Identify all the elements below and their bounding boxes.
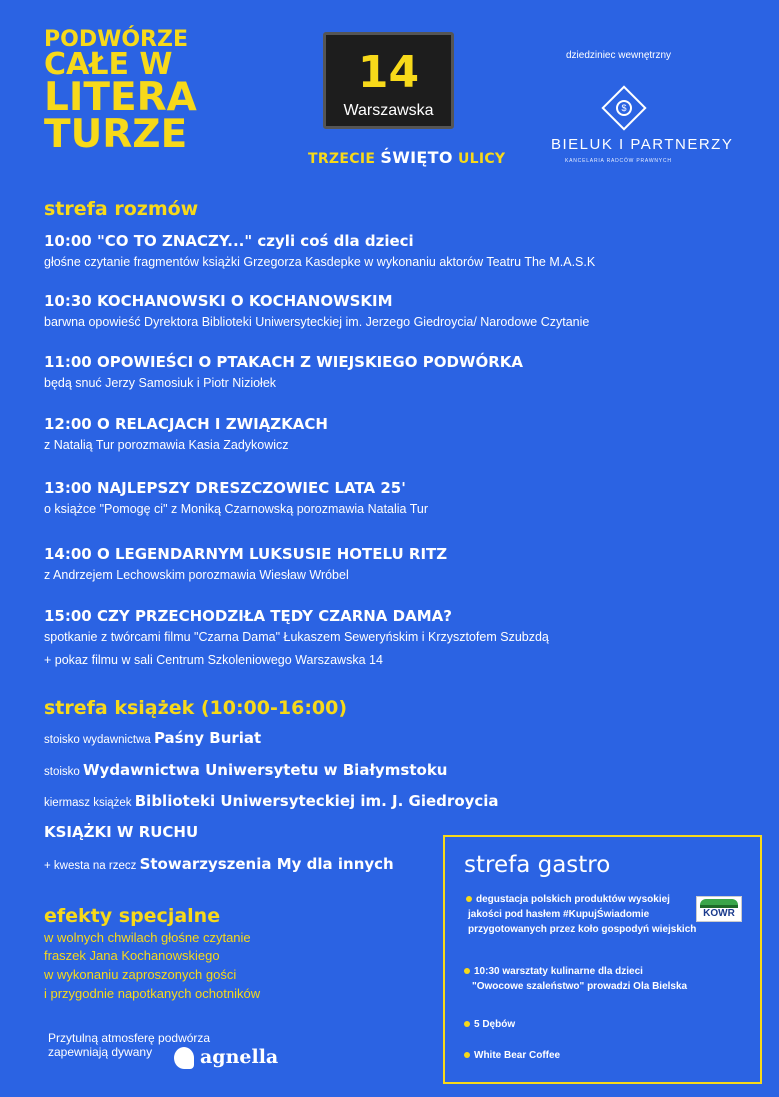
book-item	[44, 729, 261, 747]
agnella-logo	[174, 1046, 278, 1069]
book-item-prefix: kiermasz książek	[44, 797, 135, 809]
book-item-prefix: stoisko wydawnictwa	[44, 734, 154, 746]
book-item-prefix: stoisko	[44, 766, 83, 778]
efekty-line: w wolnych chwilach głośne czytanie	[44, 930, 251, 945]
title-line: LITERA	[44, 75, 197, 121]
event-desc: głośne czytanie fragmentów książki Grzegorza Kasdepke w wykonaniu aktorów Teatru The M.A.S.K	[44, 255, 596, 269]
event-title: 13:00 NAJLEPSZY DRESZCZOWIEC LATA 25'	[44, 479, 406, 497]
efekty-line: fraszek Jana Kochanowskiego	[44, 948, 220, 963]
title-line: PODWÓRZE	[44, 27, 188, 52]
dollar-icon: $	[616, 100, 632, 116]
sponsor-subtitle: KANCELARIA RADCÓW PRAWNYCH	[565, 158, 672, 164]
bullet-icon	[464, 1052, 470, 1058]
strefa-ksiazek-title: strefa książek (10:00-16:00)	[44, 697, 348, 719]
book-item-name: Stowarzyszenia My dla innych	[139, 855, 394, 873]
sign-number: 14	[357, 47, 420, 98]
gastro-line: przygotowanych przez koło gospodyń wiejskich	[468, 924, 697, 935]
gastro-line: White Bear Coffee	[474, 1050, 561, 1061]
event-desc: będą snuć Jerzy Samosiuk i Piotr Niziołek	[44, 376, 277, 390]
swieto-prefix: TRZECIE	[308, 151, 376, 167]
book-item-name: Paśny Buriat	[153, 729, 262, 747]
event-title: 10:00 "CO TO ZNACZY..." czyli coś dla dzieci	[44, 232, 414, 250]
gastro-item	[464, 1048, 560, 1063]
event-title: 10:30 KOCHANOWSKI O KOCHANOWSKIM	[44, 292, 393, 310]
sign-street: Warszawska	[343, 102, 434, 119]
bullet-icon	[466, 896, 472, 902]
event-title: 12:00 O RELACJACH I ZWIĄZKACH	[44, 415, 328, 433]
swieto-ulicy-logo	[308, 148, 505, 167]
efekty-line: w wykonaniu zaproszonych gości	[44, 967, 237, 982]
book-item	[44, 823, 198, 841]
agnella-name: agnella	[200, 1046, 279, 1068]
sponsor-name: BIELUK I PARTNERZY	[551, 136, 734, 153]
event-desc: z Natalią Tur porozmawia Kasia Zadykowicz	[44, 438, 289, 452]
dziedziniec-label: dziedziniec wewnętrzny	[566, 50, 672, 61]
book-item-name: Biblioteki Uniwersyteckiej im. J. Giedroycia	[134, 792, 499, 810]
swieto-suffix: ULICY	[457, 151, 506, 167]
event-title: 14:00 O LEGENDARNYM LUKSUSIE HOTELU RITZ	[44, 545, 448, 563]
gastro-line: "Owocowe szaleństwo" prowadzi Ola Bielska	[472, 981, 688, 992]
bullet-icon	[464, 1021, 470, 1027]
event-desc: + pokaz filmu w sali Centrum Szkoleniowego Warszawska 14	[44, 653, 383, 667]
event-title: 11:00 OPOWIEŚCI O PTAKACH Z WIEJSKIEGO PODWÓRKA	[44, 353, 523, 371]
strefa-gastro-title: strefa gastro	[464, 852, 611, 878]
event-desc: barwna opowieść Dyrektora Biblioteki Uniwersyteckiej im. Jerzego Giedroycia/ Narodowe Czytanie	[44, 315, 590, 329]
book-item	[44, 761, 447, 779]
gastro-line: 10:30 warsztaty kulinarne dla dzieci	[474, 966, 643, 977]
atmosfera-line: zapewniają dywany	[48, 1045, 153, 1059]
event-desc: spotkanie z twórcami filmu "Czarna Dama" Łukaszem Seweryńskim i Krzysztofem Szubzdą	[44, 630, 549, 644]
event-desc: z Andrzejem Lechowskim porozmawia Wiesław Wróbel	[44, 568, 349, 582]
kowr-label: KOWR	[703, 908, 735, 919]
kowr-logo	[696, 896, 742, 922]
title-line: CAŁE W	[44, 46, 173, 82]
agnella-mark-icon	[174, 1047, 194, 1069]
book-item-name: Wydawnictwa Uniwersytetu w Białymstoku	[83, 761, 448, 779]
book-item	[44, 792, 499, 810]
strefa-rozmow-title: strefa rozmów	[44, 198, 199, 220]
swieto-big: ŚWIĘTO	[380, 148, 453, 167]
efekty-title: efekty specjalne	[44, 905, 221, 927]
atmosfera-line: Przytulną atmosferę podwórza	[48, 1031, 211, 1045]
gastro-item	[464, 1017, 515, 1032]
event-desc: o książce "Pomogę ci" z Moniką Czarnowską porozmawia Natalia Tur	[44, 502, 429, 516]
book-item	[44, 855, 394, 873]
book-item-name: KSIĄŻKI W RUCHU	[44, 823, 199, 841]
gastro-item	[466, 892, 696, 937]
street-sign	[323, 32, 454, 129]
gastro-line: jakości pod hasłem #KupujŚwiadomie	[468, 909, 650, 920]
gastro-line: 5 Dębów	[474, 1019, 516, 1030]
title-line: TURZE	[44, 112, 188, 158]
bullet-icon	[464, 968, 470, 974]
festival-title	[44, 27, 197, 158]
efekty-line: i przygodnie napotkanych ochotników	[44, 986, 261, 1001]
event-title: 15:00 CZY PRZECHODZIŁA TĘDY CZARNA DAMA?	[44, 607, 452, 625]
gastro-line: degustacja polskich produktów wysokiej	[476, 894, 670, 905]
gastro-item	[464, 964, 687, 994]
book-item-prefix: + kwesta na rzecz	[44, 860, 140, 872]
